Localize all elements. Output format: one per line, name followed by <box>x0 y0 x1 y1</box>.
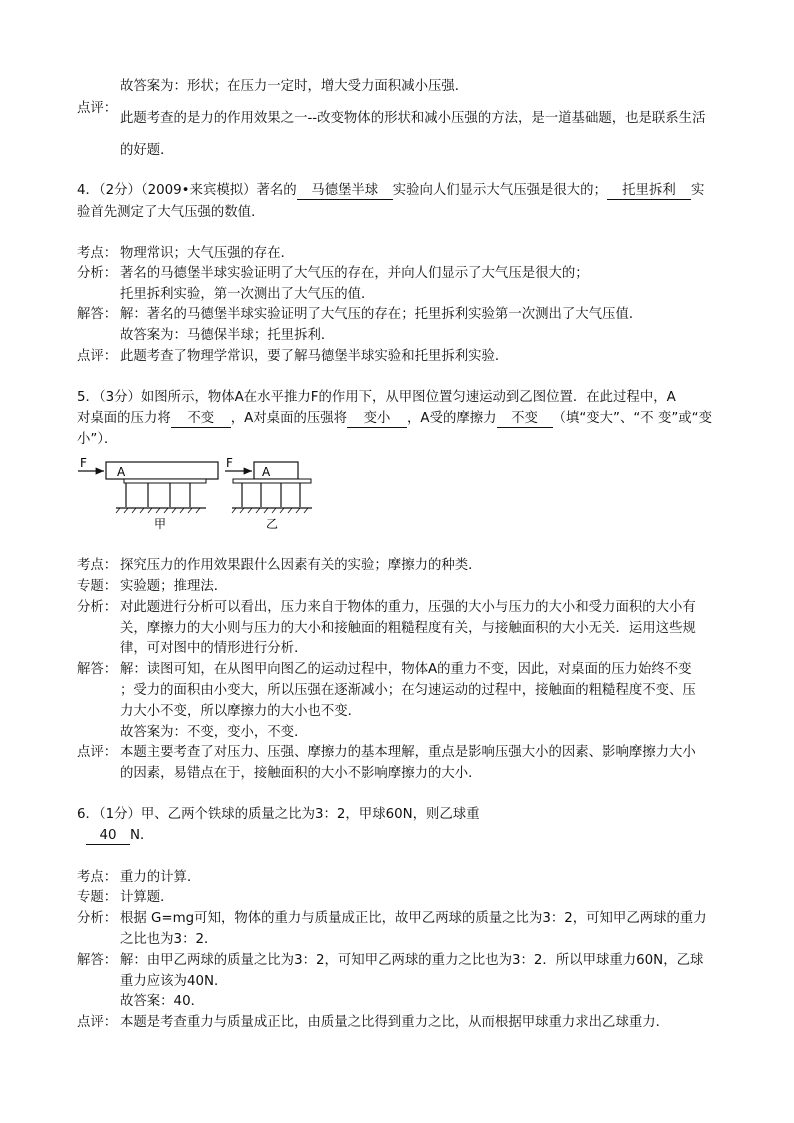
dianping-tag: 点评： <box>77 745 118 760</box>
fenxi-text: 关，摩擦力的大小则与压力的大小和接触面的粗糙程度有关，与接触面积的大小无关．运用这些规 <box>120 621 696 636</box>
answer-blank: 托里拆利 <box>607 183 691 200</box>
kaodian-tag: 考点： <box>77 246 118 261</box>
zhuanti-tag: 专题： <box>77 890 118 905</box>
comment-tag: 点评： <box>77 101 118 116</box>
dianping-text: 本题主要考查了对压力、压强、摩擦力的基本理解，重点是影响压强大小的因素、影响摩擦力大小 <box>120 745 696 760</box>
kaodian-tag: 考点： <box>77 870 118 885</box>
question-text: 实验向人们显示大气压强是很大的； <box>392 183 607 198</box>
question-text: （填“变大”、“不 变”或“变 <box>552 411 713 426</box>
block-a <box>254 462 298 479</box>
table-top <box>124 479 206 483</box>
fenxi-text: 托里拆利实验，第一次测出了大气压的值． <box>120 287 375 302</box>
block-label: A <box>117 465 126 479</box>
jieda-text: ；受力的面积由小变大，所以压强在逐渐减小；在匀速运动的过程中，接触面的粗糙程度不变、压 <box>120 683 696 698</box>
jieda-tag: 解答： <box>77 662 118 677</box>
dianping-text: 的因素，易错点在于，接触面积的大小不影响摩擦力的大小． <box>120 766 482 781</box>
question-text: 对桌面的压力将 <box>77 411 171 426</box>
question-6-line1: 6．（1分）甲、乙两个铁球的质量之比为3：2，甲球60N，则乙球重 <box>77 807 480 822</box>
kaodian-text: 重力的计算． <box>120 870 201 885</box>
jieda-text: 解：读图可知，在从图甲向图乙的运动过程中，物体A的重力不变，因此，对桌面的压力始终不变 <box>120 662 692 677</box>
fenxi-tag: 分析： <box>77 266 118 281</box>
fenxi-tag: 分析： <box>77 911 118 926</box>
jieda-tag: 解答： <box>77 953 118 968</box>
fenxi-text: 著名的马德堡半球实验证明了大气压的存在，并向人们显示了大气压是很大的； <box>120 266 589 281</box>
zhuanti-tag: 专题： <box>77 579 118 594</box>
force-label: F <box>226 456 233 470</box>
question-5-line2 <box>77 410 712 428</box>
figure-yi <box>225 456 312 531</box>
block-label: A <box>262 465 271 479</box>
comment-text: 此题考查的是力的作用效果之一--改变物体的形状和减小压强的方法，是一道基础题，也是联系生活 <box>120 111 706 126</box>
fenxi-text: 根据 G=mg可知，物体的重力与质量成正比，故甲乙两球的质量之比为3：2，可知甲乙两球的重力 <box>120 911 707 926</box>
dianping-tag: 点评： <box>77 349 118 364</box>
question-4-stem <box>77 182 704 200</box>
answer-blank: 不变 <box>497 411 553 428</box>
fenxi-tag: 分析： <box>77 600 118 615</box>
fenxi-text: 对此题进行分析可以看出，压力来自于物体的重力，压强的大小与压力的大小和受力面积的大小有 <box>120 600 696 615</box>
kaodian-tag: 考点： <box>77 558 118 573</box>
answer-line: 故答案为：形状；在压力一定时，增大受力面积减小压强． <box>120 79 469 94</box>
comment-text: 的好题． <box>120 143 174 158</box>
zhuanti-text: 计算题． <box>120 890 174 905</box>
question-text: ，A对桌面的压强将 <box>230 411 348 426</box>
question-4-line2: 验首先测定了大气压强的数值． <box>77 205 265 220</box>
ground-hatch <box>116 508 200 513</box>
question-text: N． <box>130 828 154 843</box>
answer-blank: 40 <box>86 828 130 845</box>
question-text: 实 <box>690 183 705 198</box>
jieda-text: 解：著名的马德堡半球实验证明了大气压的存在；托里拆利实验第一次测出了大气压值． <box>120 307 643 322</box>
physics-figure <box>76 452 326 532</box>
force-label: F <box>80 456 87 470</box>
ground-hatch <box>232 508 308 513</box>
jieda-text: 重力应该为40N． <box>120 974 228 989</box>
zhuanti-text: 实验题；推理法． <box>120 579 228 594</box>
dianping-tag: 点评： <box>77 1015 118 1030</box>
question-text: 4．（2分）（2009•来宾模拟）著名的 <box>77 183 297 198</box>
jieda-text: 故答案：40． <box>120 994 204 1009</box>
jieda-text: 力大小不变，所以摩擦力的大小也不变． <box>120 704 362 719</box>
answer-blank: 马德堡半球 <box>297 183 393 200</box>
jieda-tag: 解答： <box>77 307 118 322</box>
fenxi-text: 之比也为3：2． <box>120 932 218 947</box>
answer-blank: 变小 <box>347 411 407 428</box>
kaodian-text: 探究压力的作用效果跟什么因素有关的实验；摩擦力的种类． <box>120 558 482 573</box>
figure-caption: 甲 <box>153 517 167 531</box>
answer-blank: 不变 <box>171 411 231 428</box>
figure-jia <box>78 456 218 531</box>
table-top <box>233 479 311 483</box>
fenxi-text: 律，可对图中的情形进行分析． <box>120 641 308 656</box>
jieda-text: 故答案为：马德保半球；托里拆利． <box>120 328 335 343</box>
question-6-line2 <box>86 827 153 845</box>
jieda-text: 故答案为：不变，变小，不变． <box>120 725 308 740</box>
question-text: ，A受的摩擦力 <box>407 411 497 426</box>
jieda-text: 解：由甲乙两球的质量之比为3：2，可知甲乙两球的重力之比也为3：2．所以甲球重力60N，乙球 <box>120 953 704 968</box>
dianping-text: 此题考查了物理学常识，要了解马德堡半球实验和托里拆利实验． <box>120 349 509 364</box>
question-5-line3: 小”）． <box>77 432 118 447</box>
dianping-text: 本题是考查重力与质量成正比，由质量之比得到重力之比，从而根据甲球重力求出乙球重力． <box>120 1015 670 1030</box>
kaodian-text: 物理常识；大气压强的存在． <box>120 246 295 261</box>
question-5-line1: 5．（3分）如图所示，物体A在水平推力F的作用下，从甲图位置匀速运动到乙图位置．在此过程中，A <box>77 390 676 405</box>
figure-caption: 乙 <box>265 517 279 531</box>
